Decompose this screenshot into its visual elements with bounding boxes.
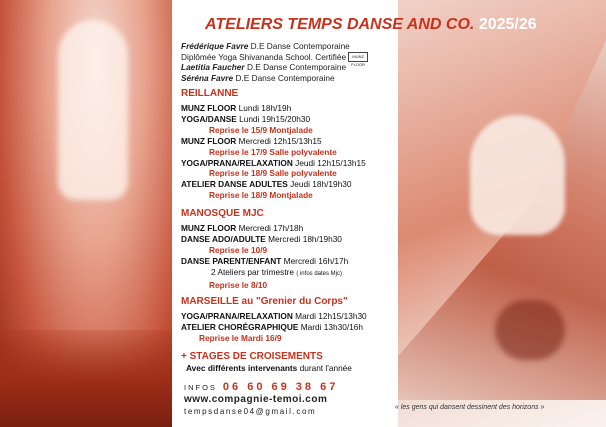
schedule-row xyxy=(181,245,348,256)
class-name: DANSE ADO/ADULTE xyxy=(181,233,266,244)
class-time: Mercredi 17h/18h xyxy=(238,223,304,233)
schedule-reillanne xyxy=(181,103,366,201)
class-time: Mardi 13h30/16h xyxy=(300,321,363,332)
staff-list xyxy=(181,41,368,84)
staff-role: D.E Danse Contemporaine xyxy=(246,62,347,73)
stages-subtitle xyxy=(186,363,352,373)
section-heading-manosque: MANOSQUE MJC xyxy=(181,208,264,219)
dancer-figure-left xyxy=(58,20,128,200)
schedule-row xyxy=(181,256,348,267)
phone-number: 06 60 69 38 67 xyxy=(222,381,339,393)
class-name: ATELIER DANSE ADULTES xyxy=(181,179,288,190)
schedule-note-small: ( infos dates Mjc) xyxy=(296,270,342,277)
dancer-figure-floor xyxy=(495,300,565,360)
class-name: ATELIER CHORÉGRAPHIQUE xyxy=(181,321,299,332)
class-name: YOGA/PRANA/RELAXATION xyxy=(181,311,293,321)
class-time: Mercredi 18h/19h30 xyxy=(268,233,342,244)
schedule-row xyxy=(181,311,367,322)
schedule-row xyxy=(181,333,367,344)
class-name: DANSE PARENT/ENFANT xyxy=(181,255,282,266)
schedule-row xyxy=(181,147,366,158)
reprise-date: Reprise le Mardi 16/9 xyxy=(199,332,282,343)
schedule-row xyxy=(181,280,348,291)
schedule-manosque xyxy=(181,223,348,290)
schedule-row xyxy=(181,103,366,114)
quote: « les gens qui dansent dessinent des horizons » xyxy=(395,404,545,411)
schedule-row xyxy=(181,158,366,169)
title-year: 2025/26 xyxy=(478,16,537,33)
class-name: MUNZ FLOOR xyxy=(181,223,237,233)
munz-floor-logo-icon: MUNZ FLOOR xyxy=(348,52,368,62)
staff-role: Diplômée Yoga Shivananda School. Certifiée xyxy=(181,51,347,62)
email-link[interactable]: tempsdanse04@gmail.com xyxy=(184,407,317,416)
schedule-row xyxy=(181,267,348,280)
class-name: MUNZ FLOOR xyxy=(181,135,237,146)
grass-area xyxy=(0,330,175,427)
staff-name: Frédérique Favre xyxy=(181,41,249,51)
stages-rest: durant l'année xyxy=(297,363,352,373)
website-link[interactable]: www.compagnie-temoi.com xyxy=(184,394,328,405)
page-title xyxy=(205,16,605,34)
schedule-marseille xyxy=(181,311,367,344)
dancer-figure-right xyxy=(470,115,565,235)
reprise-date: Reprise le 8/10 xyxy=(209,279,268,290)
schedule-row xyxy=(181,190,366,201)
schedule-note: 2 Ateliers par trimestre xyxy=(211,266,294,277)
section-heading-marseille: MARSEILLE au "Grenier du Corps" xyxy=(181,296,348,307)
reprise-date: Reprise le 15/9 Montjalade xyxy=(209,124,313,135)
reprise-date: Reprise le 18/9 Montjalade xyxy=(209,190,313,201)
schedule-row xyxy=(181,322,367,333)
schedule-row xyxy=(181,136,366,147)
schedule-row xyxy=(181,223,348,234)
reprise-date: Reprise le 18/9 Salle polyvalente xyxy=(209,168,337,179)
infos-label: INFOS xyxy=(184,383,217,392)
class-time: Lundi 18h/19h xyxy=(238,103,292,113)
class-name: YOGA/DANSE xyxy=(181,113,237,124)
staff-name: Laetitia Faucher xyxy=(181,62,245,73)
class-time: Mardi 12h15/13h30 xyxy=(295,311,367,321)
reprise-date: Reprise le 17/9 Salle polyvalente xyxy=(209,146,337,157)
schedule-row xyxy=(181,234,348,245)
class-time: Lundi 19h15/20h30 xyxy=(239,113,311,124)
class-time: Jeudi 12h15/13h15 xyxy=(295,157,366,168)
schedule-row xyxy=(181,168,366,179)
stages-bold: Avec différents intervenants xyxy=(186,363,298,373)
staff-role: D.E Danse Contemporaine xyxy=(250,41,350,51)
schedule-row xyxy=(181,114,366,125)
class-name: MUNZ FLOOR xyxy=(181,103,237,113)
stages-heading: + STAGES DE CROISEMENTS xyxy=(181,351,323,362)
section-heading-reillanne: REILLANNE xyxy=(181,88,239,99)
staff-role: D.E Danse Contemporaine xyxy=(235,73,335,83)
class-time: Mercredi 16h/17h xyxy=(283,255,349,266)
title-main: ATELIERS TEMPS DANSE AND CO. xyxy=(205,16,475,33)
schedule-row xyxy=(181,125,366,136)
class-time: Mercredi 12h15/13h15 xyxy=(238,135,322,146)
contact-infos xyxy=(184,381,338,393)
staff-name: Séréna Favre xyxy=(181,73,234,83)
schedule-row xyxy=(181,179,366,190)
reprise-date: Reprise le 10/9 xyxy=(209,244,268,255)
class-time: Jeudi 18h/19h30 xyxy=(290,179,352,190)
class-name: YOGA/PRANA/RELAXATION xyxy=(181,157,293,168)
